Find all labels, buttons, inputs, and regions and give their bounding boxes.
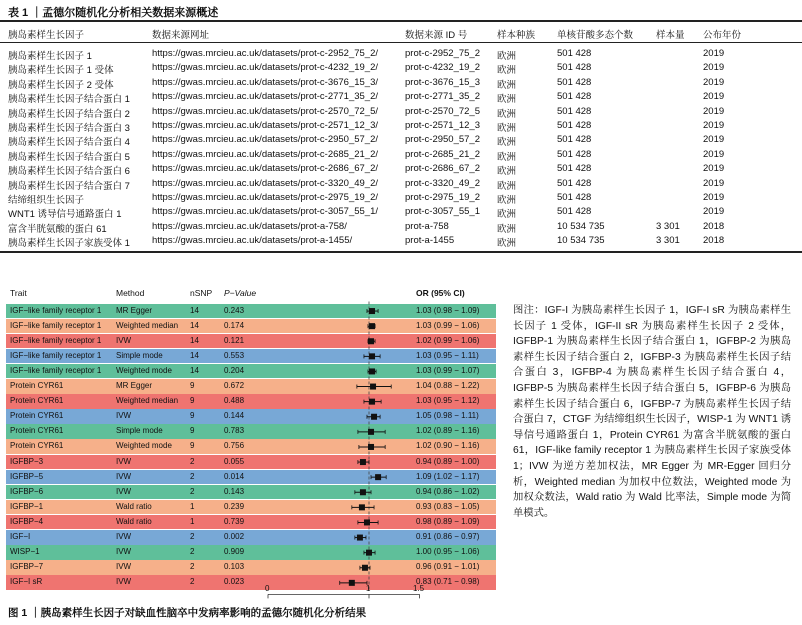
cell-url[interactable]: https://gwas.mrcieu.ac.uk/datasets/prot-c-2952_75_2/ xyxy=(152,48,379,59)
forest-header-nsnp: nSNP xyxy=(190,288,213,298)
cell-url[interactable]: https://gwas.mrcieu.ac.uk/datasets/prot-c-2685_21_2/ xyxy=(152,148,379,160)
cell-id: prot-c-2771_35_2 xyxy=(405,91,480,103)
table-top-rule xyxy=(0,20,802,22)
forest-header-pvalue: P−Value xyxy=(224,288,257,298)
forest-method: IVW xyxy=(116,532,132,541)
forest-method: IVW xyxy=(116,577,132,587)
forest-nsnp: 14 xyxy=(190,335,199,345)
cell-year: 2019 xyxy=(703,148,725,160)
cell-year: 2019 xyxy=(703,206,725,218)
cell-factor: WNT1 诱导信号通路蛋白 1 xyxy=(8,209,122,221)
forest-trait: IGF−like family receptor 1 xyxy=(10,335,102,345)
cell-id: prot-a-1455 xyxy=(405,235,455,247)
cell-id: prot-c-2952_75_2 xyxy=(405,48,480,59)
forest-or-ci: 1.03 (0.95 − 1.12) xyxy=(416,396,480,406)
table-row xyxy=(0,48,802,62)
forest-row xyxy=(6,439,496,454)
cell-year: 2019 xyxy=(703,91,725,103)
forest-trait: IGFBP−5 xyxy=(10,471,44,481)
forest-pvalue: 0.204 xyxy=(224,365,245,375)
cell-snp-count: 501 428 xyxy=(557,206,592,218)
cell-factor: 胰岛素样生长因子结合蛋白 5 xyxy=(8,151,130,163)
cell-year: 2019 xyxy=(703,105,725,117)
forest-nsnp: 2 xyxy=(190,532,195,541)
cell-factor: 胰岛素样生长因子结合蛋白 2 xyxy=(8,108,130,120)
forest-method: Weighted median xyxy=(116,320,179,330)
forest-row xyxy=(6,334,496,349)
forest-nsnp: 2 xyxy=(190,547,195,557)
header-id: 数据来源 ID 号 xyxy=(405,30,468,41)
forest-row xyxy=(6,530,496,545)
forest-pvalue: 0.783 xyxy=(224,426,245,436)
cell-url[interactable]: https://gwas.mrcieu.ac.uk/datasets/prot-c-3057_55_1/ xyxy=(152,206,379,218)
cell-ethnicity: 欧洲 xyxy=(497,137,517,149)
table-row xyxy=(0,221,802,235)
forest-nsnp: 9 xyxy=(190,426,195,436)
cell-year: 2019 xyxy=(703,76,725,88)
cell-url[interactable]: https://gwas.mrcieu.ac.uk/datasets/prot-c-4232_19_2/ xyxy=(152,62,379,74)
cell-factor: 胰岛素样生长因子 2 受体 xyxy=(8,79,114,91)
forest-trait: Protein CYR61 xyxy=(10,411,64,421)
forest-pvalue: 0.023 xyxy=(224,577,245,587)
header-url: 数据来源网址 xyxy=(152,30,210,41)
cell-id: prot-c-2950_57_2 xyxy=(405,134,480,146)
forest-row xyxy=(6,304,496,319)
forest-row xyxy=(6,379,496,394)
cell-url[interactable]: https://gwas.mrcieu.ac.uk/datasets/prot-c-2686_67_2/ xyxy=(152,163,379,175)
forest-method: IVW xyxy=(116,547,132,557)
forest-pvalue: 0.672 xyxy=(224,381,245,390)
cell-ethnicity: 欧洲 xyxy=(497,180,517,192)
forest-nsnp: 9 xyxy=(190,441,195,451)
axis-tick-1-5: 1.5 xyxy=(413,584,425,593)
forest-trait: Protein CYR61 xyxy=(10,441,64,451)
forest-trait: IGF−like family receptor 1 xyxy=(10,365,102,375)
forest-nsnp: 2 xyxy=(190,486,195,496)
cell-ethnicity: 欧洲 xyxy=(497,51,517,62)
forest-or-ci: 0.83 (0.71 − 0.98) xyxy=(416,577,480,587)
cell-url[interactable]: https://gwas.mrcieu.ac.uk/datasets/prot-c-2975_19_2/ xyxy=(152,192,379,203)
forest-or-ci: 1.02 (0.90 − 1.16) xyxy=(416,441,480,451)
cell-ethnicity: 欧洲 xyxy=(497,209,517,221)
cell-factor: 胰岛素样生长因子结合蛋白 3 xyxy=(8,123,130,134)
forest-or-ci: 1.03 (0.99 − 1.07) xyxy=(416,365,480,375)
axis-tick-0: 0 xyxy=(265,584,270,593)
table-row xyxy=(0,106,802,120)
forest-row xyxy=(6,424,496,439)
cell-url[interactable]: https://gwas.mrcieu.ac.uk/datasets/prot-a-758/ xyxy=(152,220,347,232)
cell-ethnicity: 欧洲 xyxy=(497,123,517,134)
forest-or-ci: 0.94 (0.89 − 1.00) xyxy=(416,456,480,466)
forest-or-ci: 1.03 (0.99 − 1.06) xyxy=(416,320,480,330)
forest-row xyxy=(6,545,496,560)
forest-or-ci: 0.98 (0.89 − 1.09) xyxy=(416,516,480,526)
cell-url[interactable]: https://gwas.mrcieu.ac.uk/datasets/prot-c-2950_57_2/ xyxy=(152,134,379,146)
forest-method: IVW xyxy=(116,562,132,572)
forest-nsnp: 1 xyxy=(190,501,195,511)
forest-nsnp: 9 xyxy=(190,396,195,406)
forest-method: IVW xyxy=(116,471,132,481)
forest-or-ci: 1.02 (0.99 − 1.06) xyxy=(416,335,480,345)
forest-row xyxy=(6,319,496,334)
cell-factor: 胰岛素样生长因子 1 受体 xyxy=(8,65,114,77)
forest-trait: WISP−1 xyxy=(10,547,40,557)
forest-header-or: OR (95% CI) xyxy=(416,288,465,298)
axis-tick-1: 1 xyxy=(366,584,371,593)
cell-url[interactable]: https://gwas.mrcieu.ac.uk/datasets/prot-c-2771_35_2/ xyxy=(152,91,379,103)
forest-or-ci: 1.03 (0.98 − 1.09) xyxy=(416,305,480,315)
forest-or-ci: 1.04 (0.88 − 1.22) xyxy=(416,381,480,390)
cell-id: prot-c-2570_72_5 xyxy=(405,105,480,117)
cell-ethnicity: 欧洲 xyxy=(497,195,517,206)
cell-id: prot-c-4232_19_2 xyxy=(405,62,480,74)
forest-trait: Protein CYR61 xyxy=(10,381,64,390)
forest-pvalue: 0.739 xyxy=(224,516,245,526)
forest-pvalue: 0.014 xyxy=(224,471,245,481)
forest-trait: IGF−I xyxy=(10,532,31,541)
cell-url[interactable]: https://gwas.mrcieu.ac.uk/datasets/prot-c-2570_72_5/ xyxy=(152,105,379,117)
table-row xyxy=(0,163,802,177)
table-row xyxy=(0,91,802,105)
cell-id: prot-c-3320_49_2 xyxy=(405,177,480,189)
forest-trait: IGF−like family receptor 1 xyxy=(10,320,102,330)
table-row xyxy=(0,120,802,134)
forest-nsnp: 2 xyxy=(190,577,195,587)
cell-year: 2019 xyxy=(703,48,725,59)
forest-method: Simple mode xyxy=(116,350,163,360)
forest-method: Weighted mode xyxy=(116,441,172,451)
forest-nsnp: 9 xyxy=(190,411,195,421)
forest-pvalue: 0.553 xyxy=(224,350,245,360)
forest-header-method: Method xyxy=(116,288,145,298)
table-row xyxy=(0,192,802,206)
cell-snp-count: 501 428 xyxy=(557,148,592,160)
forest-pvalue: 0.055 xyxy=(224,456,245,466)
forest-or-ci: 1.00 (0.95 − 1.06) xyxy=(416,547,480,557)
forest-method: MR Egger xyxy=(116,305,153,315)
forest-or-ci: 0.91 (0.86 − 0.97) xyxy=(416,532,480,541)
cell-factor: 胰岛素样生长因子 1 xyxy=(8,51,92,62)
table-bottom-rule xyxy=(0,251,802,253)
forest-pvalue: 0.243 xyxy=(224,305,245,315)
forest-or-ci: 1.02 (0.89 − 1.16) xyxy=(416,426,480,436)
cell-url[interactable]: https://gwas.mrcieu.ac.uk/datasets/prot-c-3320_49_2/ xyxy=(152,177,379,189)
cell-url[interactable]: https://gwas.mrcieu.ac.uk/datasets/prot-c-2571_12_3/ xyxy=(152,120,379,131)
forest-trait: Protein CYR61 xyxy=(10,426,64,436)
forest-row xyxy=(6,364,496,379)
forest-nsnp: 1 xyxy=(190,516,195,526)
header-sample-size: 样本量 xyxy=(656,30,685,41)
forest-trait: IGF−I sR xyxy=(10,577,43,587)
forest-row xyxy=(6,560,496,575)
cell-snp-count: 501 428 xyxy=(557,62,592,74)
forest-pvalue: 0.121 xyxy=(224,335,245,345)
forest-pvalue: 0.174 xyxy=(224,320,245,330)
table-row xyxy=(0,77,802,91)
cell-sample-size: 3 301 xyxy=(656,235,680,247)
table-row xyxy=(0,62,802,76)
cell-snp-count: 501 428 xyxy=(557,48,592,59)
forest-trait: IGFBP−1 xyxy=(10,501,44,511)
cell-year: 2019 xyxy=(703,120,725,131)
forest-trait: Protein CYR61 xyxy=(10,396,64,406)
cell-year: 2019 xyxy=(703,177,725,189)
cell-year: 2019 xyxy=(703,192,725,203)
header-factor: 胰岛素样生长因子 xyxy=(8,30,85,41)
cell-snp-count: 501 428 xyxy=(557,105,592,117)
cell-url[interactable]: https://gwas.mrcieu.ac.uk/datasets/prot-c-3676_15_3/ xyxy=(152,76,379,88)
cell-factor: 胰岛素样生长因子家族受体 1 xyxy=(8,238,130,250)
forest-method: Weighted mode xyxy=(116,365,172,375)
forest-trait: IGFBP−6 xyxy=(10,486,44,496)
table-header-rule xyxy=(0,42,802,43)
cell-id: prot-c-2686_67_2 xyxy=(405,163,480,175)
cell-snp-count: 501 428 xyxy=(557,91,592,103)
cell-url[interactable]: https://gwas.mrcieu.ac.uk/datasets/prot-a-1455/ xyxy=(152,235,353,247)
cell-ethnicity: 欧洲 xyxy=(497,151,517,163)
forest-or-ci: 0.93 (0.83 − 1.05) xyxy=(416,501,480,511)
forest-method: IVW xyxy=(116,486,132,496)
cell-ethnicity: 欧洲 xyxy=(497,108,517,120)
forest-method: MR Egger xyxy=(116,381,153,390)
forest-trait: IGF−like family receptor 1 xyxy=(10,350,102,360)
cell-snp-count: 501 428 xyxy=(557,134,592,146)
cell-year: 2018 xyxy=(703,235,725,247)
forest-or-ci: 0.94 (0.86 − 1.02) xyxy=(416,486,480,496)
cell-year: 2019 xyxy=(703,134,725,146)
cell-year: 2019 xyxy=(703,163,725,175)
cell-ethnicity: 欧洲 xyxy=(497,166,517,178)
cell-sample-size: 3 301 xyxy=(656,220,680,232)
figure-note: 图注：IGF-I 为胰岛素样生长因子 1，IGF-I sR 为胰岛素样生长因子 1 受体，IGF-II sR 为胰岛素样生长因子 2 受体，IGFBP-1 为胰岛素样生长因子结合蛋白 1，IGFBP-2 为胰岛素样生长因子结合蛋白 2，IGFBP-3 为胰岛素样生长因子结合蛋白 3，IGFBP-4 为胰岛素样生长因子结合蛋白 4，IGFBP-5 为胰岛素样生长因子结合蛋白 5，IGFBP-6 为胰岛素样生长因子结合蛋白 6，IGFBP-7 为胰岛素样生长因子结合蛋白 7，CTGF 为结缔组织生长因子，WISP-1 为 WNT1 诱导信号通路蛋白 1，Protein CYR61 为富含半胱氨酸的蛋白 61，IGF-like family receptor 1 为胰岛素样生长因子家族受体 1；IVW 为逆方差加权法，MR Egger 为 MR-Egger 回归分析，Weighted median 为加权中位数法，Weighted mode 为加权众数法，Wald ratio 为 Wald 比率法，Simple mode 为简单模式。 xyxy=(513,305,791,519)
cell-ethnicity: 欧洲 xyxy=(497,94,517,106)
forest-method: Weighted median xyxy=(116,396,179,406)
forest-method: IVW xyxy=(116,456,132,466)
forest-pvalue: 0.239 xyxy=(224,501,245,511)
forest-method: IVW xyxy=(116,335,132,345)
forest-or-ci: 1.03 (0.95 − 1.11) xyxy=(416,350,479,360)
table-caption: 表 1 ｜孟德尔随机化分析相关数据来源概述 xyxy=(8,7,219,19)
forest-nsnp: 14 xyxy=(190,350,199,360)
forest-nsnp: 14 xyxy=(190,305,199,315)
cell-year: 2019 xyxy=(703,62,725,74)
forest-pvalue: 0.144 xyxy=(224,411,245,421)
cell-snp-count: 501 428 xyxy=(557,76,592,88)
cell-factor: 胰岛素样生长因子结合蛋白 6 xyxy=(8,166,130,178)
forest-row xyxy=(6,394,496,409)
cell-factor: 结缔组织生长因子 xyxy=(8,195,85,206)
forest-trait: IGFBP−4 xyxy=(10,516,44,526)
cell-snp-count: 501 428 xyxy=(557,192,592,203)
forest-pvalue: 0.143 xyxy=(224,486,245,496)
header-ethnicity: 样本种族 xyxy=(497,30,536,41)
table-row xyxy=(0,206,802,220)
forest-nsnp: 9 xyxy=(190,381,195,390)
cell-id: prot-c-3057_55_1 xyxy=(405,206,480,218)
forest-or-ci: 0.96 (0.91 − 1.01) xyxy=(416,562,480,572)
forest-method: IVW xyxy=(116,411,132,421)
forest-row xyxy=(6,455,496,470)
forest-method: Simple mode xyxy=(116,426,163,436)
forest-or-ci: 1.09 (1.02 − 1.17) xyxy=(416,471,480,481)
table-row xyxy=(0,178,802,192)
forest-method: Wald ratio xyxy=(116,516,152,526)
forest-row xyxy=(6,485,496,500)
cell-snp-count: 501 428 xyxy=(557,163,592,175)
forest-nsnp: 14 xyxy=(190,320,199,330)
forest-row xyxy=(6,470,496,485)
forest-row xyxy=(6,409,496,424)
cell-factor: 胰岛素样生长因子结合蛋白 7 xyxy=(8,180,130,192)
forest-pvalue: 0.756 xyxy=(224,441,245,451)
forest-trait: IGFBP−7 xyxy=(10,562,44,572)
forest-nsnp: 2 xyxy=(190,456,195,466)
forest-nsnp: 2 xyxy=(190,471,195,481)
table-row xyxy=(0,235,802,249)
cell-snp-count: 10 534 735 xyxy=(557,235,605,247)
forest-nsnp: 14 xyxy=(190,365,199,375)
forest-or-ci: 1.05 (0.98 − 1.11) xyxy=(416,411,479,421)
forest-pvalue: 0.002 xyxy=(224,532,245,541)
forest-row xyxy=(6,515,496,530)
forest-method: Wald ratio xyxy=(116,501,152,511)
cell-id: prot-c-3676_15_3 xyxy=(405,76,480,88)
cell-ethnicity: 欧洲 xyxy=(497,79,517,91)
cell-ethnicity: 欧洲 xyxy=(497,238,517,250)
cell-factor: 胰岛素样生长因子结合蛋白 1 xyxy=(8,94,130,106)
forest-row xyxy=(6,349,496,364)
table-row xyxy=(0,134,802,148)
cell-id: prot-c-2571_12_3 xyxy=(405,120,480,131)
forest-trait: IGF−like family receptor 1 xyxy=(10,305,102,315)
header-year: 公布年份 xyxy=(703,30,742,41)
forest-trait: IGFBP−3 xyxy=(10,456,44,466)
cell-snp-count: 501 428 xyxy=(557,177,592,189)
forest-nsnp: 2 xyxy=(190,562,195,572)
cell-id: prot-a-758 xyxy=(405,220,449,232)
cell-ethnicity: 欧洲 xyxy=(497,65,517,77)
forest-pvalue: 0.103 xyxy=(224,562,245,572)
table-row xyxy=(0,149,802,163)
cell-id: prot-c-2685_21_2 xyxy=(405,148,480,160)
forest-row xyxy=(6,500,496,515)
cell-snp-count: 10 534 735 xyxy=(557,220,605,232)
figure-caption: 图 1 ｜胰岛素样生长因子对缺血性脑卒中发病率影响的孟德尔随机化分析结果 xyxy=(8,607,367,619)
cell-year: 2018 xyxy=(703,220,725,232)
cell-factor: 胰岛素样生长因子结合蛋白 4 xyxy=(8,137,130,149)
header-snp-count: 单核苷酸多态个数 xyxy=(557,30,634,41)
cell-id: prot-c-2975_19_2 xyxy=(405,192,480,203)
cell-snp-count: 501 428 xyxy=(557,120,592,131)
forest-pvalue: 0.909 xyxy=(224,547,245,557)
cell-factor: 富含半胱氨酸的蛋白 61 xyxy=(8,223,107,235)
cell-ethnicity: 欧洲 xyxy=(497,223,517,235)
forest-pvalue: 0.488 xyxy=(224,396,245,406)
forest-header-trait: Trait xyxy=(10,288,27,298)
